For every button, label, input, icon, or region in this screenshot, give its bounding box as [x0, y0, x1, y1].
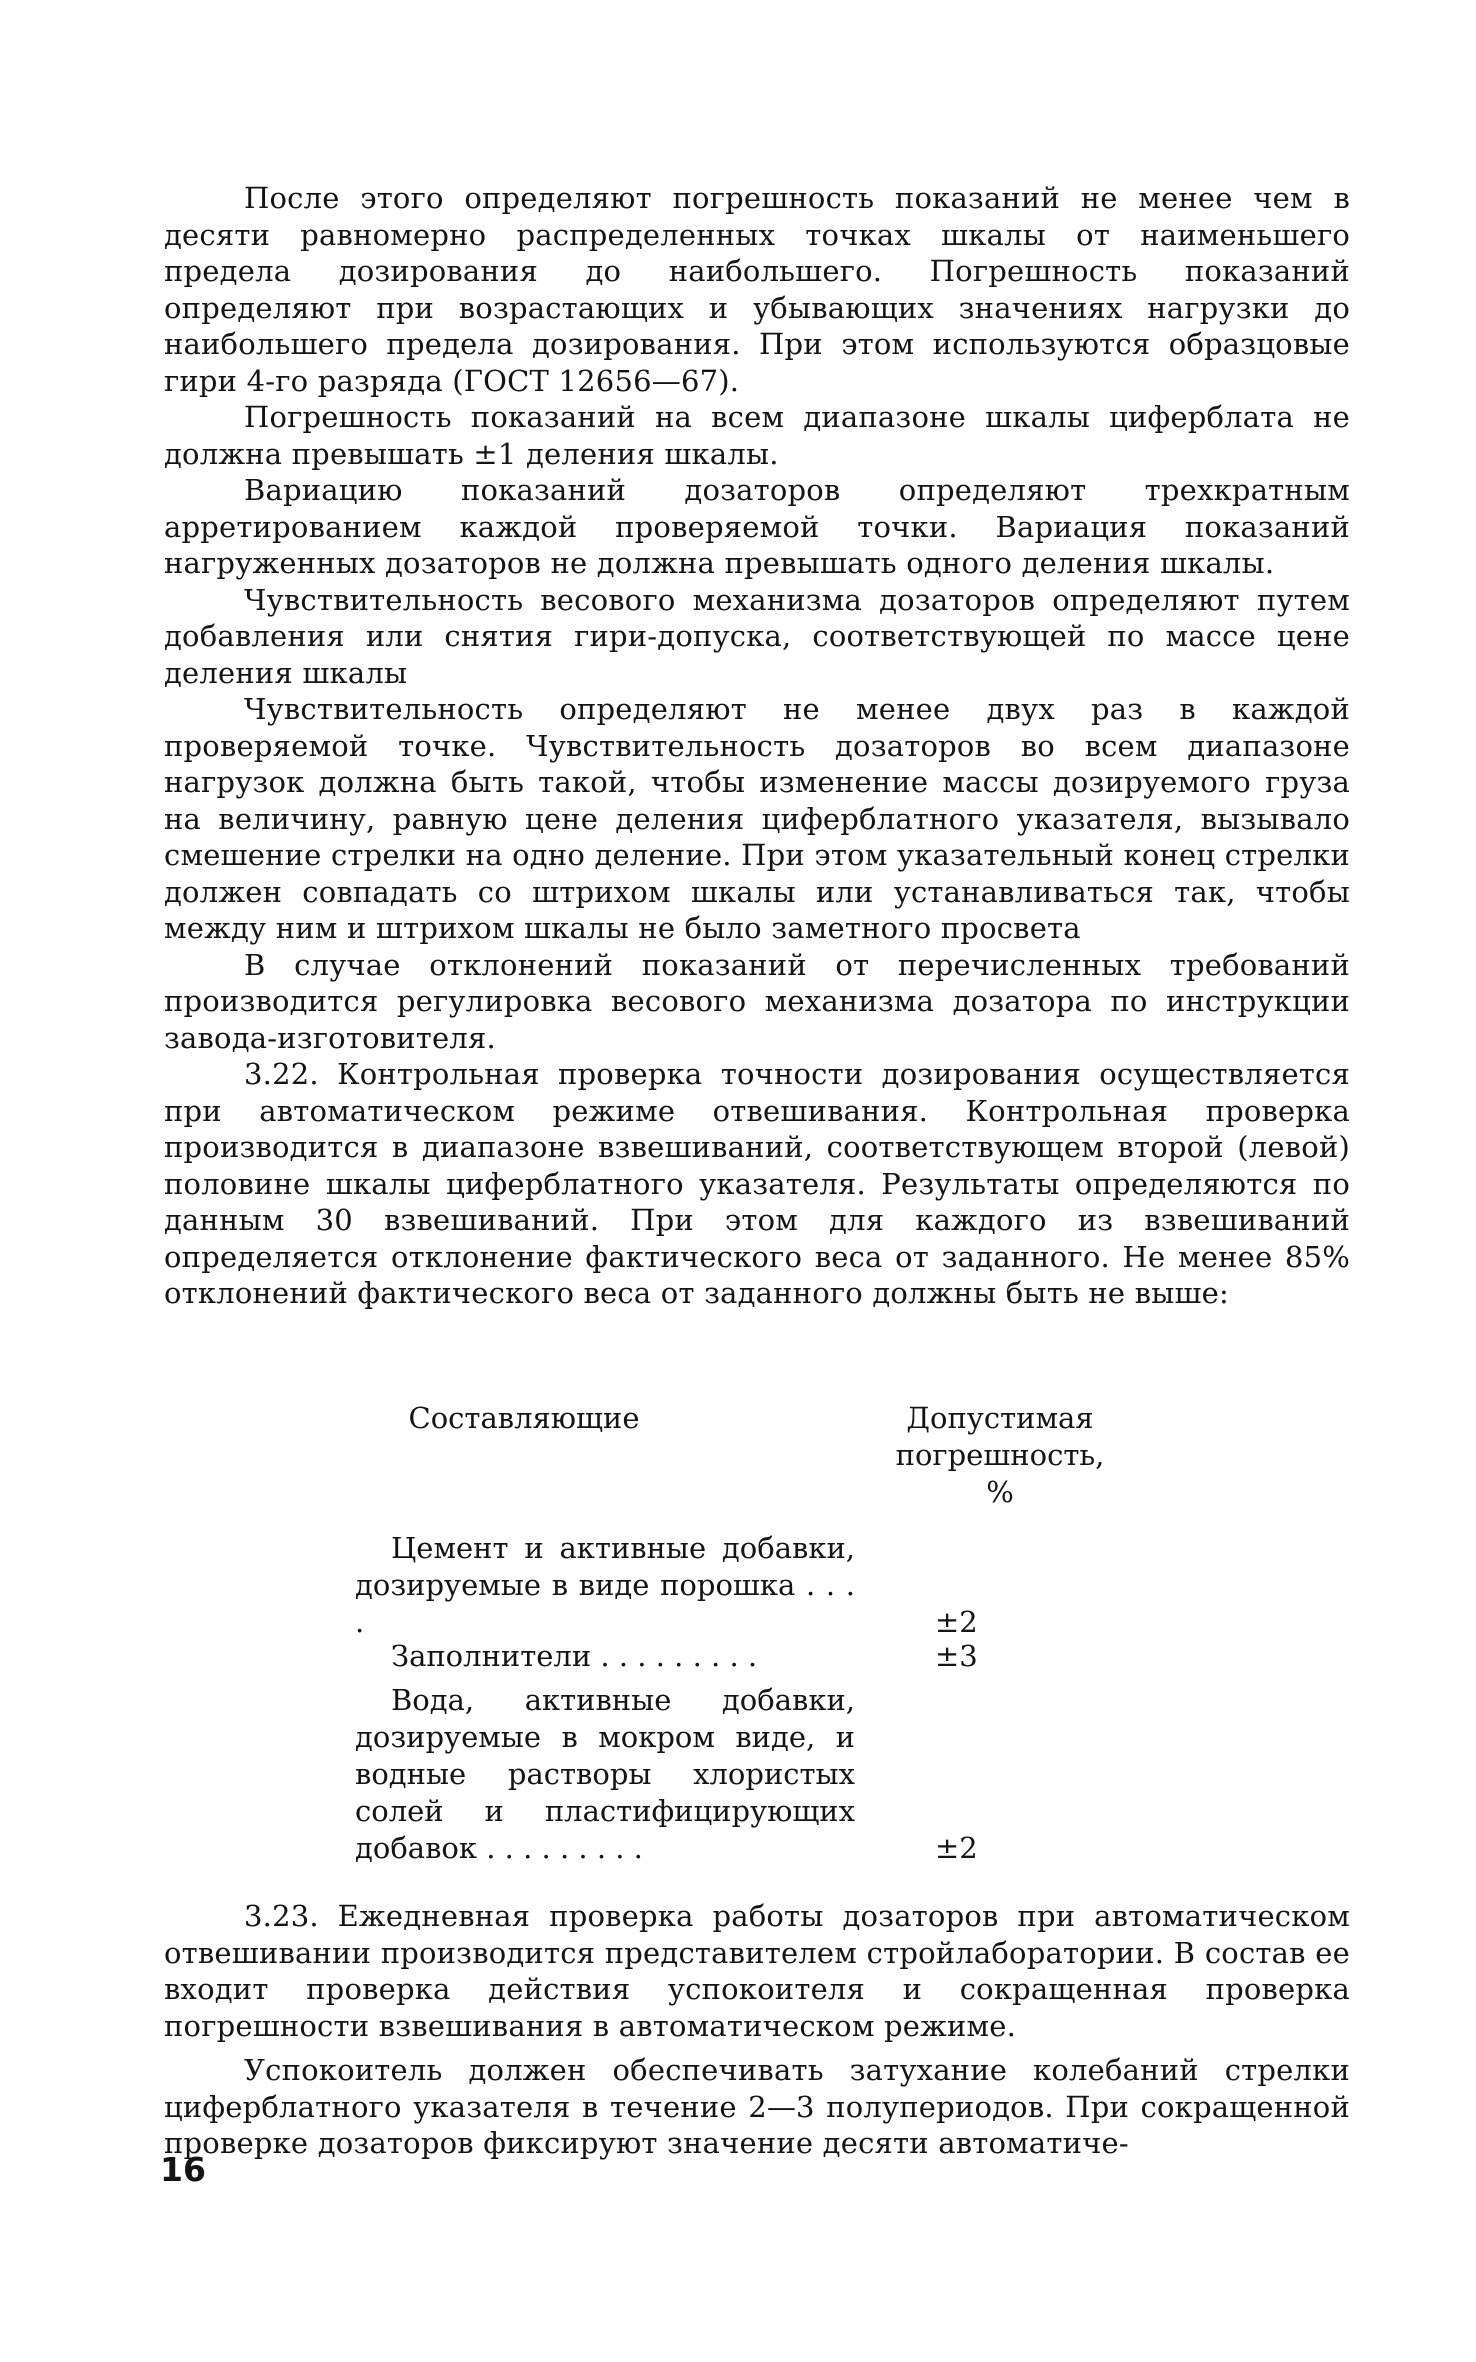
paragraph-sensitivity-requirements: Чувствительность определяют не менее двух раз в каждой проверяемой точке. Чувствительность дозаторов во всем диапазоне нагрузок должна быть такой, чтобы изменение массы дозируемого груза на величину, равную цене деления циферблатного указателя, вызывало смешение стрелки на одно деление. При этом указательный конец стрелки должен совпадать со штрихом шкалы или устанавливаться так, чтобы между ним и штрихом шкалы не было заметного просвета — [164, 692, 1350, 945]
body-text-top — [164, 180, 1350, 1312]
paragraph-error-check: После этого определяют погрешность показаний не менее чем в десяти равномерно распределенных точках шкалы от наименьшего предела дозирования до наибольшего. Погрешность показаний определяют при возрастающих и убывающих значениях нагрузки до наибольшего предела дозирования. При этом используются образцовые гири 4-го разряда (ГОСТ 12656—67). — [164, 181, 1350, 398]
table-row-label: Вода, активные добавки, дозируемые в мокром виде, и водные растворы хлористых солей и пластифицирующих добавок . . . . . . . . . — [355, 1683, 855, 1865]
paragraph-section-3-22: 3.22. Контрольная проверка точности дозирования осуществляется при автоматическом режиме отвешивания. Контрольная проверка производится в диапазоне взвешиваний, соответствующем второй (левой) половине шкалы циферблатного указателя. Результаты определяются по данным 30 взвешиваний. При этом для каждого из взвешиваний определяется отклонение фактического веса от заданного. Не менее 85% отклонений фактического веса от заданного должны быть не выше: — [164, 1057, 1350, 1310]
table-header-components: Составляющие — [408, 1401, 640, 1435]
page-number: 16 — [160, 2150, 206, 2189]
table-row-label: Цемент и активные добавки, дозируемые в виде порошка . . . . — [355, 1531, 855, 1639]
table-row — [355, 1682, 1015, 1867]
table-row-value: ±2 — [935, 1831, 978, 1865]
table-header-tolerance — [875, 1400, 1125, 1511]
table-row-value: ±3 — [935, 1639, 978, 1673]
paragraph-adjustment: В случае отклонений показаний от перечисленных требований производится регулировка весового механизма дозатора по инструкции завода-изготовителя. — [164, 947, 1350, 1055]
table-header-tolerance-line3: % — [986, 1475, 1014, 1509]
table-row — [355, 1530, 1015, 1641]
paragraph-variation: Вариацию показаний дозаторов определяют трехкратным арретированием каждой проверяемой точки. Вариация показаний нагруженных дозаторов не должна превышать одного деления шкалы. — [164, 473, 1350, 580]
paragraph-scale-error-limit: Погрешность показаний на всем диапазоне шкалы циферблата не должна превышать ±1 деления шкалы. — [164, 400, 1350, 471]
table-header-tolerance-line2: погрешность, — [895, 1438, 1105, 1472]
table-row-label: Заполнители . . . . . . . . . — [391, 1639, 758, 1673]
table-header-tolerance-line1: Допустимая — [906, 1401, 1094, 1435]
table-row-value: ±2 — [935, 1605, 978, 1639]
paragraph-damper: Успокоитель должен обеспечивать затухание колебаний стрелки циферблатного указателя в течение 2—3 полупериодов. При сокращенной проверке дозаторов фиксируют значение десяти автоматиче- — [164, 2053, 1350, 2160]
paragraph-section-3-23: 3.23. Ежедневная проверка работы дозаторов при автоматическом отвешивании производится представителем стройлаборатории. В состав ее входит проверка действия успокоителя и сокращенная проверка погрешности взвешивания в автоматическом режиме. — [164, 1899, 1350, 2043]
body-text-bottom — [164, 1898, 1350, 2162]
table-row — [355, 1638, 1015, 1675]
paragraph-sensitivity-method: Чувствительность весового механизма дозаторов определяют путем добавления или снятия гири-допуска, соответствующей по массе цене деления шкалы — [164, 582, 1350, 690]
